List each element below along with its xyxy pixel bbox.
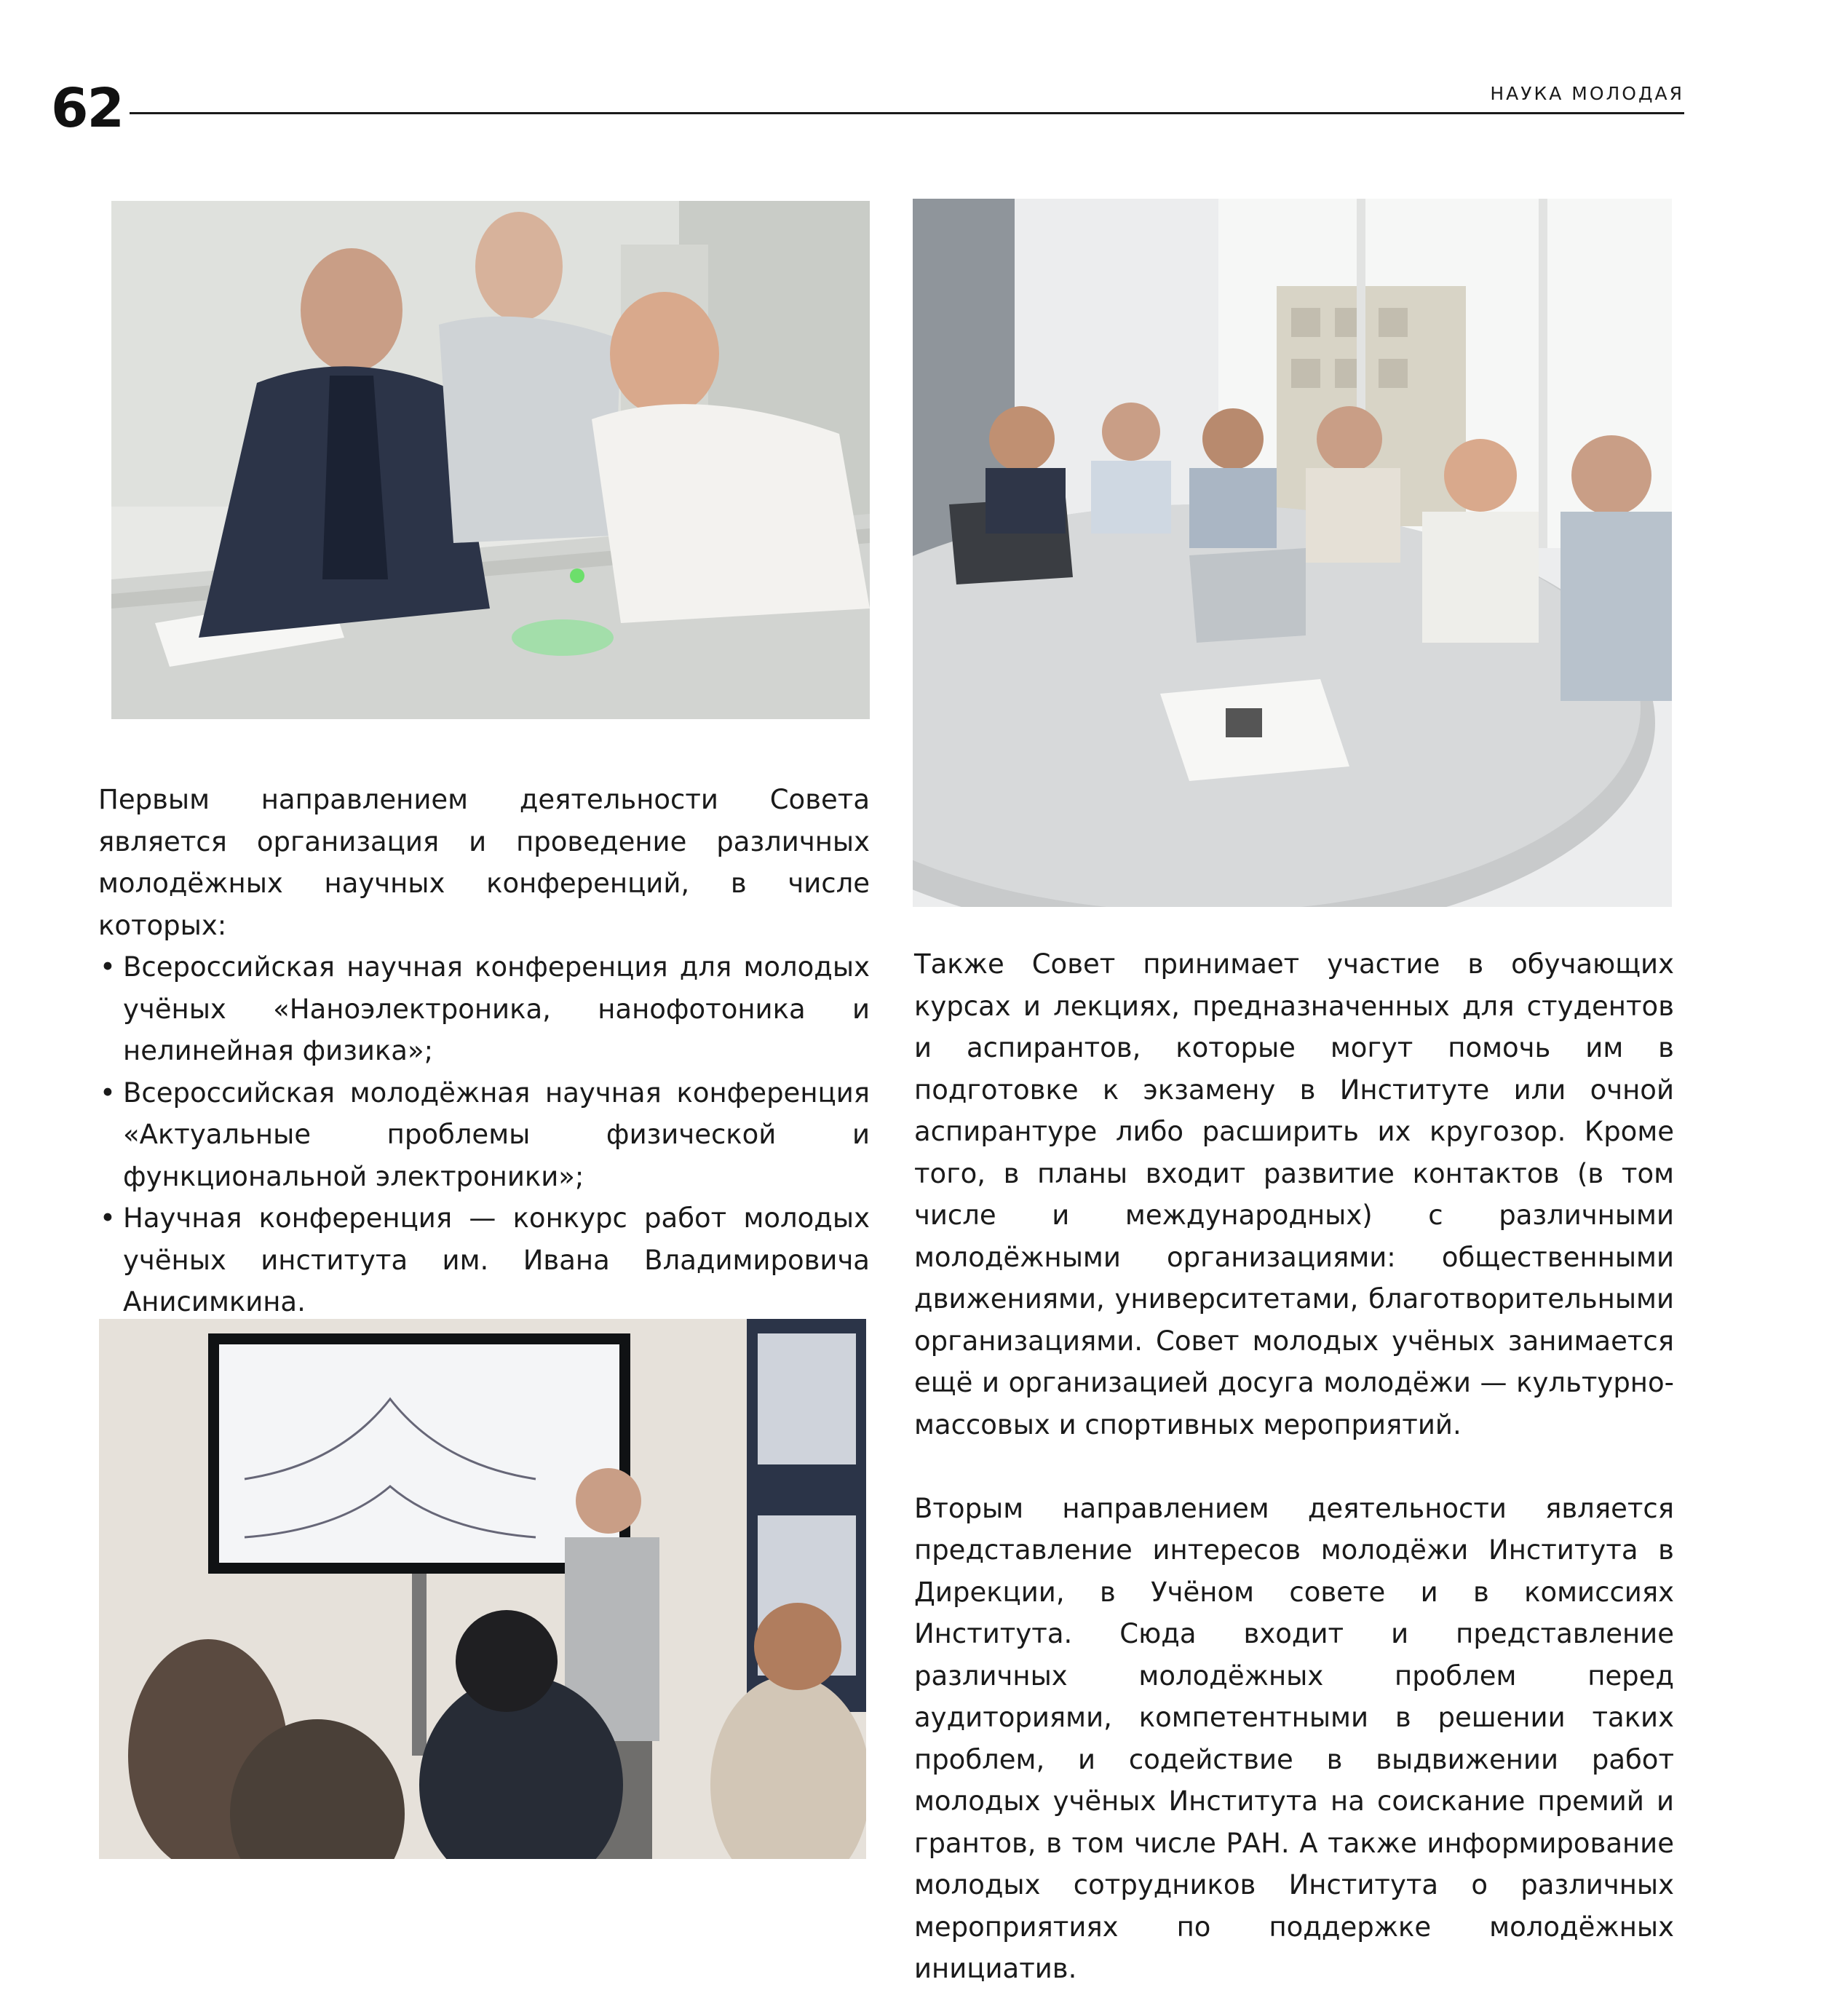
photo-council-meeting bbox=[913, 199, 1672, 907]
photo-presentation bbox=[99, 1319, 866, 1859]
header-rule bbox=[130, 112, 1684, 114]
section-title: НАУКА МОЛОДАЯ bbox=[1490, 83, 1684, 104]
paragraph-training: Также Совет принимает участие в обучающих курсах и лекциях, предназначенных для студентов и аспирантов, которые могут помочь им в подготовке к экзамену в Институте или очной аспирантуре либо расширить их кругозор. Кроме того, в планы входит развитие контактов (в том числе и международных) с различными молодёжными организациями: общественными движениями, университетами, благотворительными организациями. Совет молодых учёных занимается ещё и организацией досуга молодёжи — культурно-массовых и спортивных мероприятий. bbox=[914, 948, 1674, 1440]
list-item bbox=[98, 1197, 870, 1323]
page-number: 62 bbox=[51, 77, 123, 140]
bullet-icon: • bbox=[100, 951, 116, 983]
bullet-icon: • bbox=[100, 1077, 116, 1109]
bullet-icon: • bbox=[100, 1202, 116, 1234]
list-item-text: Научная конференция — конкурс работ молодых учёных института им. Ивана Владимировича Анисимкина. bbox=[123, 1202, 870, 1317]
intro-paragraph: Первым направлением деятельности Совета является организация и проведение различных молодёжных научных конференций, в числе которых: bbox=[98, 784, 870, 941]
list-item bbox=[98, 1072, 870, 1198]
right-text-column bbox=[914, 943, 1674, 1990]
left-text-column bbox=[98, 779, 870, 1323]
list-item bbox=[98, 946, 870, 1072]
photo-laser-experiment bbox=[111, 201, 870, 719]
conference-list bbox=[98, 946, 870, 1323]
paragraph-representation: Вторым направлением деятельности является представление интересов молодёжи Института в Дирекции, в Учёном совете и в комиссиях Института. Сюда входит и представление различных молодёжных проблем перед аудиториями, компетентными в решении таких проблем, и содействие в выдвижении работ молодых учёных Института на соискание премий и грантов, в том числе РАН. А также информирование молодых сотрудников Института о различных мероприятиях по поддержке молодёжных инициатив. bbox=[914, 1492, 1674, 1984]
list-item-text: Всероссийская научная конференция для молодых учёных «Наноэлектроника, нанофотоника и нелинейная физика»; bbox=[123, 951, 870, 1066]
list-item-text: Всероссийская молодёжная научная конференция «Актуальные проблемы физической и функциональной электроники»; bbox=[123, 1077, 870, 1192]
